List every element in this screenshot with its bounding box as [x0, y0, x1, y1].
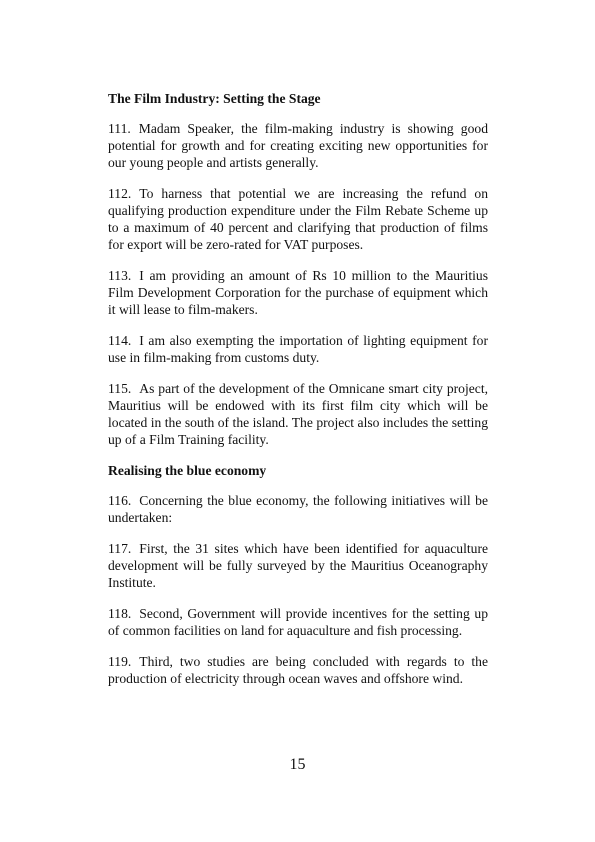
paragraph-119 — [108, 653, 488, 687]
paragraph-115 — [108, 380, 488, 448]
paragraph-number: 113. — [108, 268, 132, 283]
section-heading-film-industry: The Film Industry: Setting the Stage — [108, 91, 321, 106]
page-number: 15 — [289, 756, 306, 773]
paragraph-text: I am also exempting the importation of lighting equipment for use in film-making from customs duty. — [108, 333, 488, 365]
document-body — [108, 90, 488, 701]
paragraph-number: 112. — [108, 186, 132, 201]
paragraph-114 — [108, 332, 488, 366]
paragraph-number: 114. — [108, 333, 132, 348]
paragraph-text: Madam Speaker, the film-making industry is showing good potential for growth and for creating exciting new opportunities for our young people and artists generally. — [108, 121, 488, 170]
paragraph-116 — [108, 492, 488, 526]
paragraph-number: 119. — [108, 654, 132, 669]
paragraph-118 — [108, 605, 488, 639]
paragraph-117 — [108, 540, 488, 591]
section-heading-blue-economy: Realising the blue economy — [108, 463, 267, 478]
paragraph-111 — [108, 120, 488, 171]
paragraph-113 — [108, 267, 488, 318]
paragraph-text: As part of the development of the Omnicane smart city project, Mauritius will be endowed with its first film city which will be located in the south of the island. The project also includes the setting up of a Film Training facility. — [108, 381, 488, 447]
paragraph-text: I am providing an amount of Rs 10 million to the Mauritius Film Development Corporation for the purchase of equipment which it will lease to film-makers. — [108, 268, 488, 317]
paragraph-number: 111. — [108, 121, 131, 136]
paragraph-text: Third, two studies are being concluded with regards to the production of electricity through ocean waves and offshore wind. — [108, 654, 488, 686]
paragraph-text: First, the 31 sites which have been identified for aquaculture development will be fully surveyed by the Mauritius Oceanography Institute. — [108, 541, 488, 590]
paragraph-text: Concerning the blue economy, the following initiatives will be undertaken: — [108, 493, 488, 525]
paragraph-text: Second, Government will provide incentives for the setting up of common facilities on land for aquaculture and fish processing. — [108, 606, 488, 638]
paragraph-text: To harness that potential we are increasing the refund on qualifying production expenditure under the Film Rebate Scheme up to a maximum of 40 percent and clarifying that production of films for export will be zero-rated for VAT purposes. — [108, 186, 488, 252]
paragraph-number: 117. — [108, 541, 132, 556]
paragraph-112 — [108, 185, 488, 253]
paragraph-number: 116. — [108, 493, 132, 508]
paragraph-number: 115. — [108, 381, 132, 396]
paragraph-number: 118. — [108, 606, 132, 621]
